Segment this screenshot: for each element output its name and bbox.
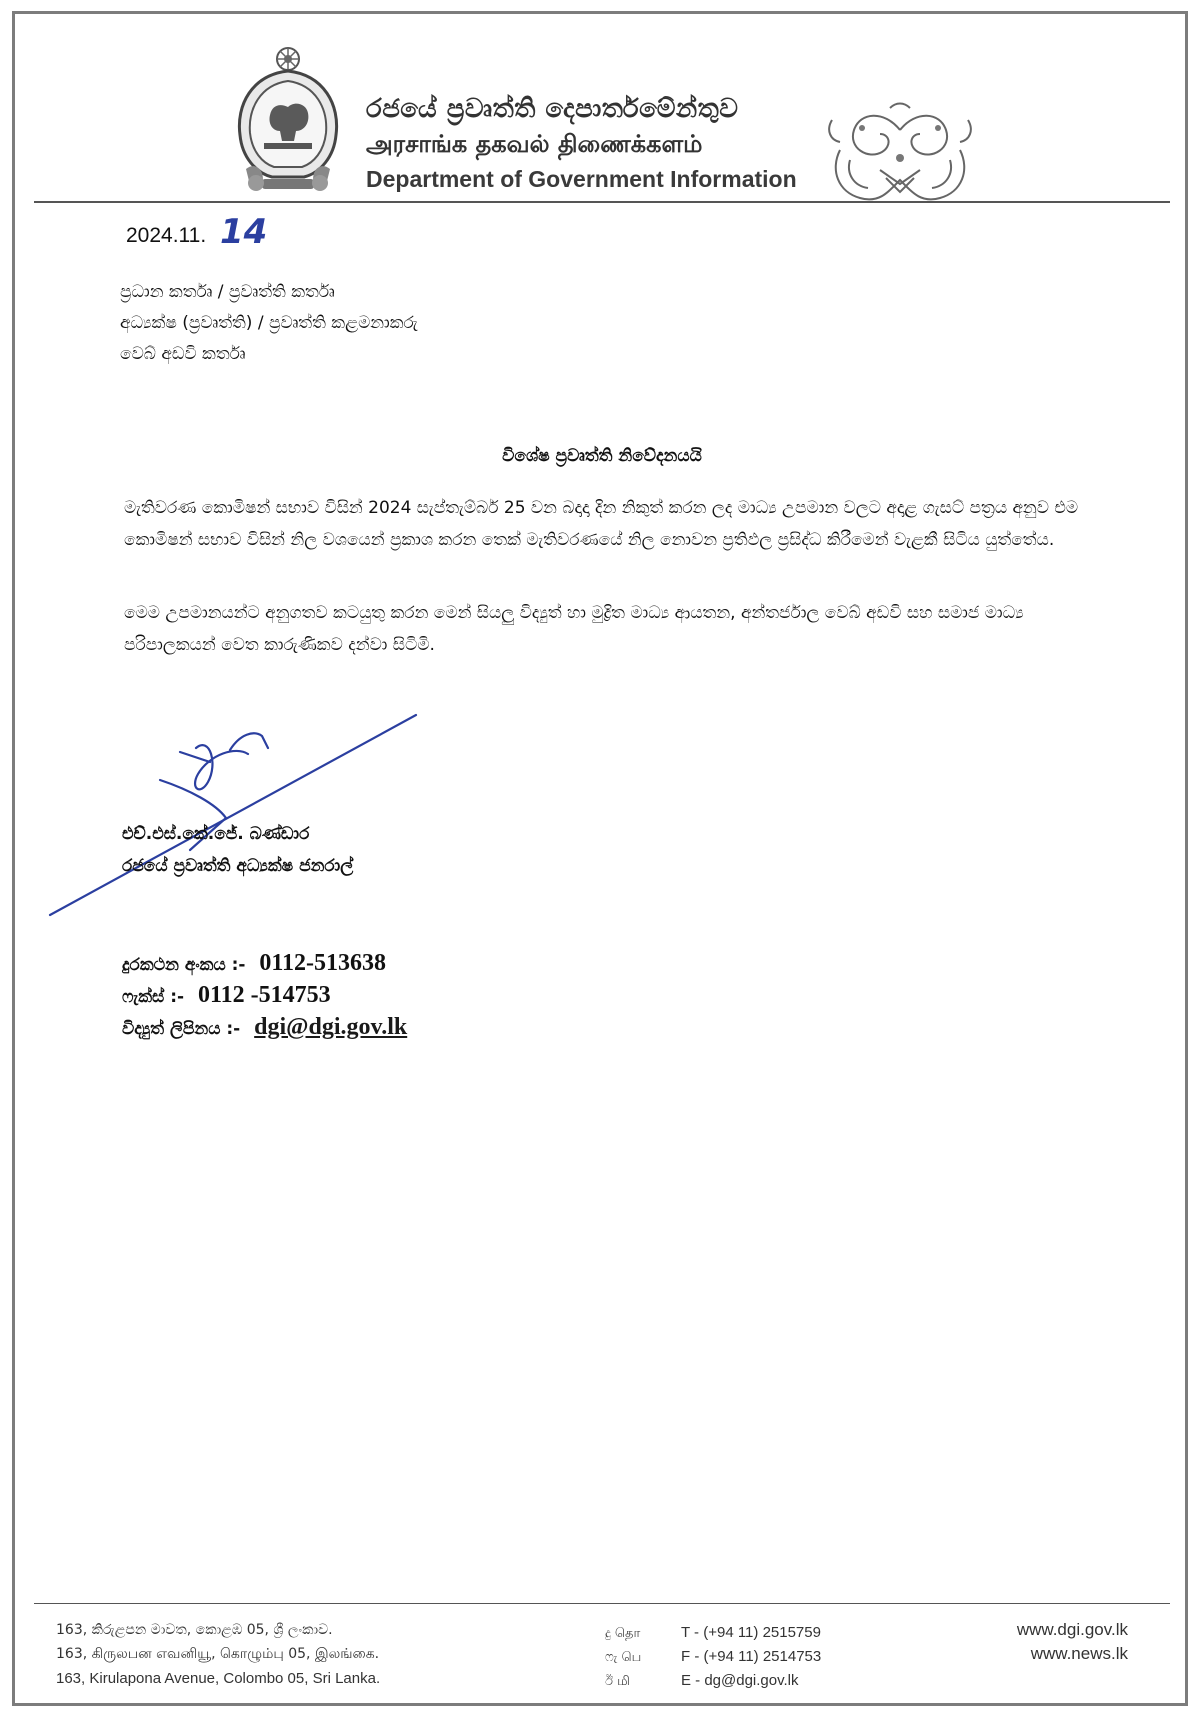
contact-fax — [122, 982, 331, 1009]
footer-address-tamil: 163, கிருலபன எவனியூ, கொழும்பு 05, இலங்கை. — [56, 1646, 380, 1662]
footer-phone-value: T - (+94 11) 2515759 — [681, 1624, 821, 1641]
handwritten-signature — [40, 700, 440, 930]
footer-fax — [605, 1648, 821, 1666]
recipient-line: ප්‍රධාන කර්තෘ / ප්‍රවෘත්ති කර්තෘ — [120, 282, 335, 302]
footer-fax-value: F - (+94 11) 2514753 — [681, 1648, 822, 1665]
contact-phone — [122, 950, 386, 977]
letter-date: 2024.11. — [126, 224, 207, 247]
contact-email-link[interactable]: dgi@dgi.gov.lk — [254, 1014, 408, 1040]
department-title-english: Department of Government Information — [366, 166, 797, 192]
contact-fax-value: 0112 -514753 — [197, 982, 331, 1008]
subject-heading: විශේෂ ප්‍රවෘත්ති නිවේදනයයි — [502, 446, 702, 466]
swan-ornament-icon — [820, 100, 980, 210]
contact-phone-value: 0112-513638 — [259, 950, 387, 976]
body-paragraph: මෙම උපමානයන්ට අනුගතව කටයුතු කරන මෙන් සියලු විද්‍යුත් හා මුද්‍රිත මාධ්‍ය ආයතන, අන්තර්ජාල වෙබ් අඩවි සහ සමාජ මාධ්‍ය පරිපාලකයන් වෙත කාරුණිකව දන්වා සිටිමි. — [124, 603, 1024, 655]
handwritten-date-day: 14 — [220, 212, 268, 252]
contact-email — [122, 1014, 407, 1041]
recipient-line: අධ්‍යක්ෂ (ප්‍රවෘත්ති) / ප්‍රවෘත්ති කළමනාකරු — [120, 313, 418, 333]
footer-email-prefix: ඊ மி — [605, 1674, 630, 1689]
signatory-title: රජයේ ප්‍රවෘත්ති අධ්‍යක්ෂ ජනරාල් — [122, 856, 354, 876]
national-emblem-icon — [232, 45, 344, 195]
department-title-sinhala: රජයේ ප්‍රවෘත්ති දෙපාර්තමේන්තුව — [366, 94, 739, 124]
footer-phone-prefix: දු தொ — [605, 1626, 641, 1641]
footer-email-value[interactable]: E - dg@dgi.gov.lk — [681, 1672, 799, 1689]
footer-fax-prefix: ෆැ பெ — [605, 1650, 642, 1665]
footer-address-sinhala: 163, කිරුළපන මාවත, කොළඹ 05, ශ්‍රී ලංකාව. — [56, 1622, 333, 1638]
header-divider — [34, 201, 1170, 203]
footer-phone — [605, 1624, 821, 1642]
footer-website-link[interactable]: www.news.lk — [1030, 1644, 1128, 1663]
department-title-tamil: அரசாங்க தகவல் திணைக்களம் — [366, 130, 703, 158]
footer-email — [605, 1672, 799, 1690]
contact-fax-label: ෆැක්ස් :- — [122, 987, 185, 1007]
body-paragraph: මැතිවරණ කොමිෂන් සභාව විසින් 2024 සැප්තැම්බර් 25 වන බදාදා දින නිකුත් කරන ලද මාධ්‍ය උපමාන වලට අදාළ ගැසට් පත්‍රය අනුව එම කොමිෂන් සභාව විසින් නිල වශයෙන් ප්‍රකාශ කරන තෙක් මැතිවරණයේ නිල නොවන ප්‍රතිඵල ප්‍රසිද්ධ කිරීමෙන් වැළකී සිටිය යුත්තේය. — [124, 498, 1079, 550]
signatory-name: එච්.එස්.කේ.ජේ. බණ්ඩාර — [122, 824, 310, 844]
footer-divider — [34, 1603, 1170, 1604]
footer-website-link[interactable]: www.dgi.gov.lk — [1016, 1620, 1128, 1639]
contact-email-label: විද්‍යුත් ලිපිනය :- — [122, 1019, 241, 1039]
footer-address-english: 163, Kirulapona Avenue, Colombo 05, Sri Lanka. — [56, 1670, 381, 1687]
recipient-line: වෙබ් අඩවි කර්තෘ — [120, 344, 246, 364]
contact-phone-label: දුරකථන අංකය :- — [122, 955, 246, 975]
